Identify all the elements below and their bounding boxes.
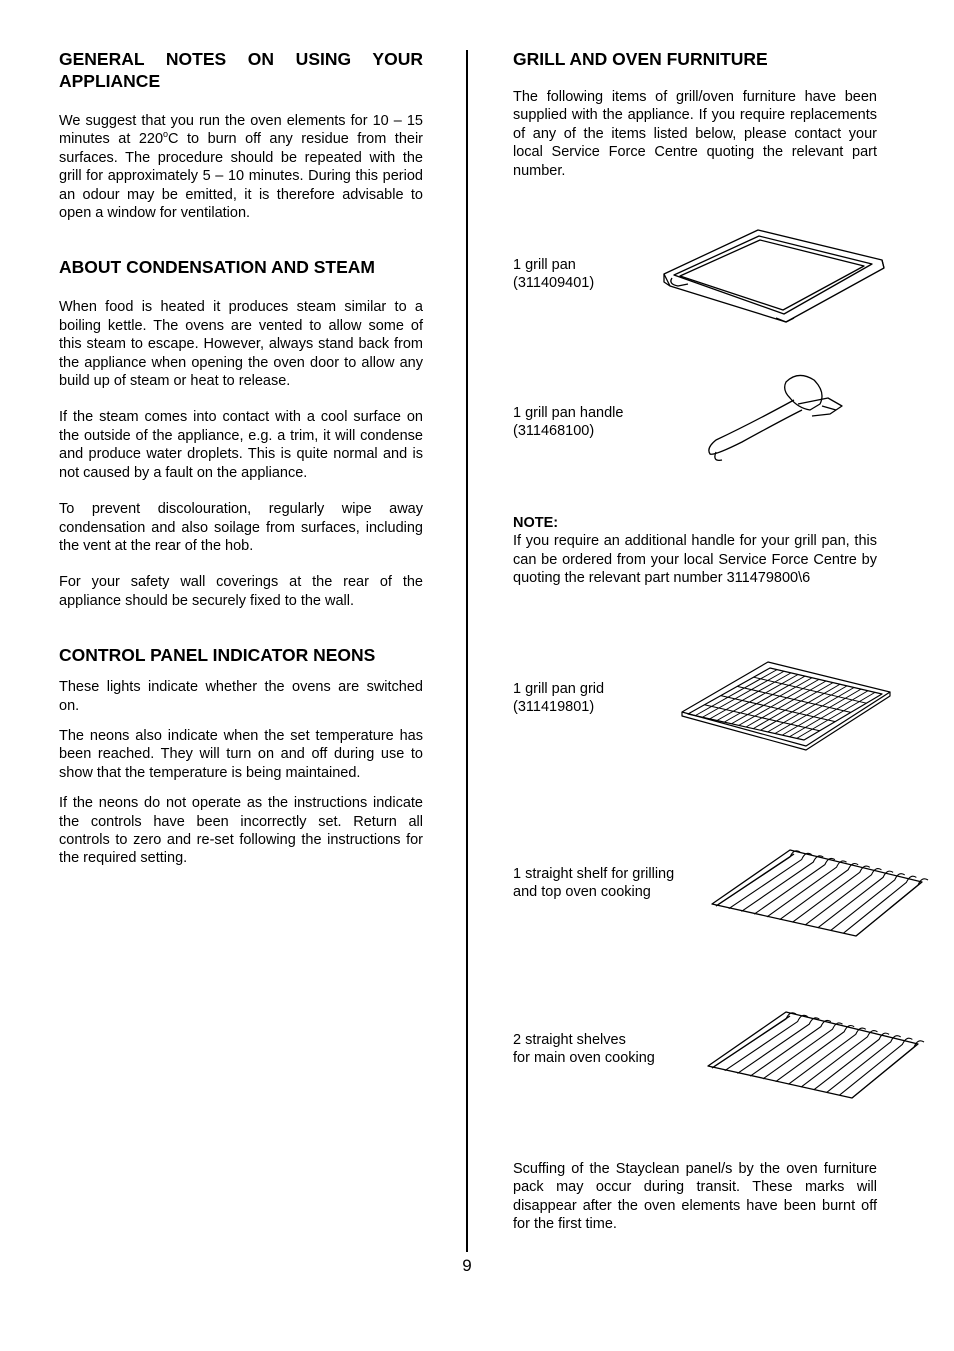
grill-pan-grid-label: 1 grill pan grid (311419801): [513, 681, 605, 716]
column-divider: [466, 50, 468, 1252]
page-number: 9: [462, 1256, 472, 1275]
grill-pan-handle-label: 1 grill pan handle (311468100): [513, 405, 624, 440]
footer-text: Scuffing of the Stayclean panel/s by the oven furniture pack may occur during transit. These marks will disappear after the oven elements have been burnt off for the first time.: [513, 1161, 877, 1233]
neons-text-2: The neons also indicate when the set temperature has been reached. They will turn on and off during use to show that the temperature is being maintained.: [59, 727, 423, 781]
note-text: If you require an additional handle for your grill pan, this can be ordered from your local Service Force Centre by quoting the relevant part number 311479800\6: [513, 533, 877, 587]
grill-pan-grid-illustration: [676, 656, 896, 752]
neons-text-1: These lights indicate whether the ovens are switched on.: [59, 679, 423, 714]
left-column: [59, 48, 423, 868]
neons-heading: CONTROL PANEL INDICATOR NEONS: [59, 645, 376, 666]
furniture-heading: GRILL AND OVEN FURNITURE: [513, 49, 768, 69]
straight-shelves-illustration: [702, 1004, 926, 1104]
condensation-text-3: To prevent discolouration, regularly wipe away condensation and also soilage from surfaces, including the vent at the rear of the hob.: [59, 501, 423, 554]
condensation-text-1: When food is heated it produces steam similar to a boiling kettle. The ovens are vented to allow some of this steam to escape. However, always stand back from the appliance when opening the oven door to allow any build up of steam or heat to release.: [59, 299, 423, 390]
footer-note: [513, 1160, 877, 1234]
neons-text-3: If the neons do not operate as the instructions indicate the controls have been incorrectly set. Return all controls to zero and re-set following the instructions for the required setting.: [59, 795, 423, 867]
general-notes-text: We suggest that you run the oven elements for 10 – 15 minutes at 220$^o$C to burn off any residue from their surfaces. The procedure should be repeated with the grill for approximately 5 – 10 minutes. During this period an odour may be emitted, it is therefore advisable to open a window for ventilation.: [59, 113, 423, 222]
condensation-text-2: If the steam comes into contact with a cool surface on the outside of the appliance, e.g. a trim, it will condense and produce water droplets. This is quite normal and is not caused by a fault on the appliance.: [59, 409, 423, 481]
note-label: NOTE:: [513, 515, 559, 531]
furniture-intro: The following items of grill/oven furniture have been supplied with the appliance. If you require replacements of any of the items listed below, please contact your local Service Force Centre quoting the relevant part number.: [513, 89, 877, 179]
general-notes-heading: GENERAL NOTES ON USING YOUR APPLIANCE: [59, 49, 423, 91]
grill-pan-illustration: [660, 226, 886, 326]
straight-shelf-label: 1 straight shelf for grilling and top oven cooking: [513, 866, 675, 901]
right-column-top: [513, 48, 877, 180]
note-block: [513, 514, 877, 588]
grill-pan-label: 1 grill pan (311409401): [513, 257, 595, 292]
grill-pan-handle-illustration: [702, 370, 850, 466]
straight-shelves-label: 2 straight shelves for main oven cooking: [513, 1032, 655, 1067]
condensation-text-4: For your safety wall coverings at the rear of the appliance should be securely fixed to the wall.: [59, 574, 423, 609]
straight-shelf-illustration: [706, 842, 930, 942]
condensation-heading: ABOUT CONDENSATION AND STEAM: [59, 257, 375, 278]
